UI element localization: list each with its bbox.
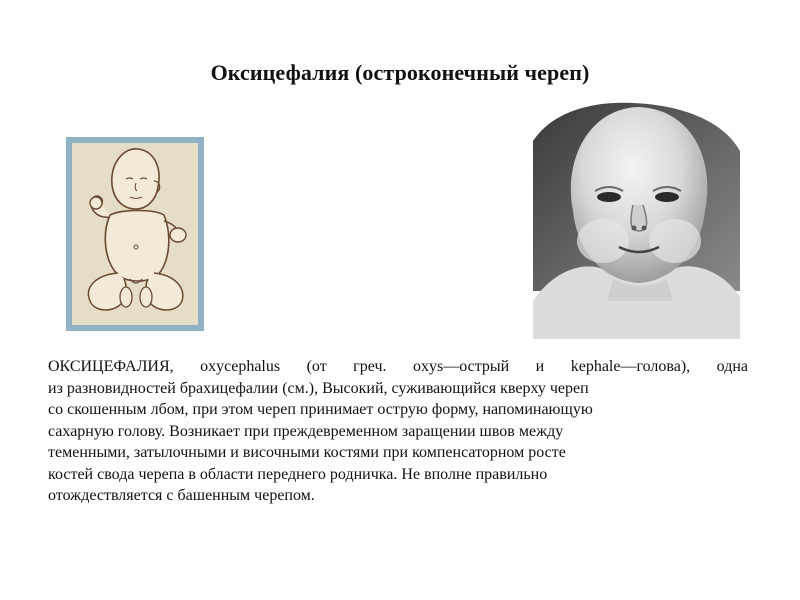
description-line: теменными, затылочными и височными костями при компенсаторном росте	[48, 444, 566, 461]
infant-photo-image	[533, 101, 740, 339]
description-line: отождествляется с башенным черепом.	[48, 487, 315, 504]
description-text	[48, 356, 748, 507]
infant-drawing-image	[66, 137, 204, 331]
description-line: со скошенным лбом, при этом череп принимает острую форму, напоминающую	[48, 401, 593, 418]
description-line: костей свода черепа в области переднего родничка. Не вполне правильно	[48, 465, 548, 483]
description-line: из разновидностей брахицефалии (см.), Высокий, суживающийся кверху череп	[48, 379, 589, 397]
description-line: ОКСИЦЕФАЛИЯ, oxycephalus (от греч. oxys—острый и kephale—голова), одна	[48, 358, 748, 375]
infant-photo-icon	[533, 101, 740, 339]
infant-drawing-icon	[66, 137, 204, 331]
description-line: сахарную голову. Возникает при преждевременном заращении швов между	[48, 422, 564, 440]
slide-title: Оксицефалия (остроконечный череп)	[210, 60, 590, 85]
